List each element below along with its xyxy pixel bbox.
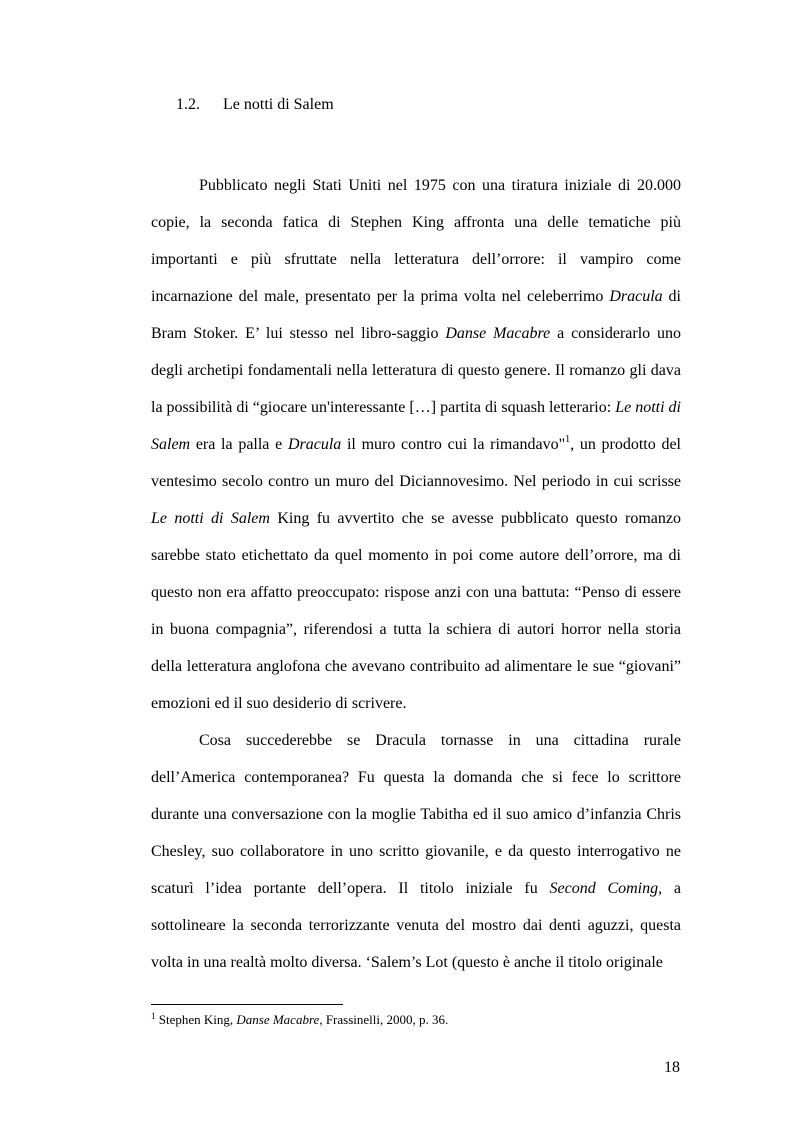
title-second-coming: Second Coming bbox=[549, 880, 659, 897]
p2-text-2: , a sottolineare la seconda terrorizzante venuta del mostro dai denti aguzzi, questa volta in una realtà molto diversa. ‘Salem’s Lot (questo è anche il titolo originale bbox=[151, 880, 682, 971]
p1-text-7: King fu avvertito che se avesse pubblicato questo romanzo sarebbe stato etichettato da quel momento in poi come autore dell’orrore, ma di questo non era affatto preoccupato: rispose anzi con una battuta: “Penso di essere in buona compagnia”, riferendosi a tutta la schiera di autori horror nella storia della letteratura anglofona che avevano contribuito ad alimentare le sue “giovani” emozioni ed il suo desiderio di scrivere. bbox=[151, 510, 681, 712]
footnote-details: , Frassinelli, 2000, p. 36. bbox=[319, 1012, 449, 1027]
paragraph-2 bbox=[151, 722, 681, 981]
footnote-work-title: Danse Macabre bbox=[236, 1012, 320, 1027]
page-number: 18 bbox=[664, 1059, 680, 1076]
title-le-notti-di-salem: Le notti di Salem bbox=[151, 399, 681, 453]
title-danse-macabre: Danse Macabre bbox=[445, 325, 551, 342]
p1-text-2: di Bram Stoker. E’ lui stesso nel libro-saggio bbox=[151, 288, 681, 342]
p1-text-3: a considerarlo uno degli archetipi fondamentali nella letteratura di questo genere. Il romanzo gli dava la possibilità di “giocare un'interessante […] partita di squash letterario: bbox=[151, 325, 681, 416]
p2-text-1: Cosa succederebbe se Dracula tornasse in una cittadina rurale dell’America contemporanea? Fu questa la domanda che si fece lo scrittore durante una conversazione con la moglie Tabitha ed il suo amico d’infanzia Chris Chesley, suo collaboratore in uno scritto giovanile, e da questo interrogativo ne scaturì l’idea portante dell’opera. Il titolo iniziale fu bbox=[151, 732, 681, 897]
section-title: Le notti di Salem bbox=[223, 96, 334, 113]
title-dracula-2: Dracula bbox=[287, 436, 342, 453]
footnote-marker: 1 bbox=[151, 1011, 156, 1021]
body-text bbox=[151, 167, 681, 981]
section-number: 1.2. bbox=[176, 96, 200, 113]
p1-text-6: , un prodotto del ventesimo secolo contro un muro del Diciannovesimo. Nel periodo in cui scrisse bbox=[151, 436, 682, 490]
p1-text-5: il muro contro cui la rimandavo" bbox=[341, 436, 566, 453]
footnote-divider bbox=[151, 1004, 343, 1005]
footnote-reference[interactable]: 1 bbox=[565, 434, 571, 445]
footnote bbox=[151, 1011, 448, 1029]
paragraph-1 bbox=[151, 167, 681, 722]
title-dracula: Dracula bbox=[609, 288, 663, 305]
footnote-author: Stephen King, bbox=[155, 1012, 237, 1027]
p1-text-4: era la palla e bbox=[190, 436, 288, 453]
p1-text-1: Pubblicato negli Stati Uniti nel 1975 con una tiratura iniziale di 20.000 copie, la seconda fatica di Stephen King affronta una delle tematiche più importanti e più sfruttate nella letteratura dell’orrore: il vampiro come incarnazione del male, presentato per la prima volta nel celeberrimo bbox=[151, 177, 681, 305]
section-heading bbox=[176, 95, 334, 115]
title-le-notti-di-salem-2: Le notti di Salem bbox=[151, 510, 270, 527]
